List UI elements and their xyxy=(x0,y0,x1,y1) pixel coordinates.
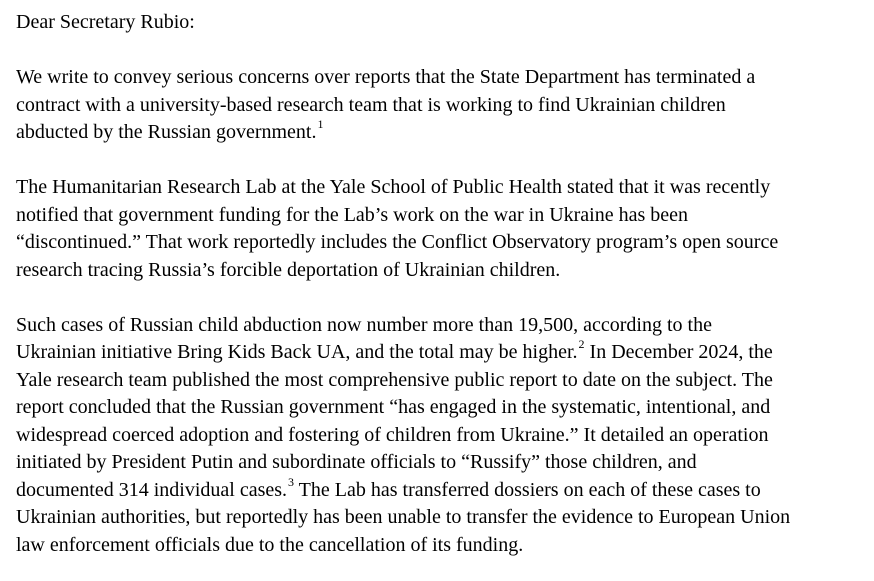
paragraph-3 xyxy=(16,312,868,560)
line-text: law enforcement officials due to the cancellation of its funding. xyxy=(16,533,524,556)
paragraph-line xyxy=(16,532,868,560)
line-text: research tracing Russia’s forcible deportation of Ukrainian children. xyxy=(16,258,561,281)
line-text: Yale research team published the most comprehensive public report to date on the subject. The xyxy=(16,368,773,391)
paragraph-line xyxy=(16,394,868,422)
paragraph-spacer xyxy=(16,37,868,65)
footnote-marker-1: 1 xyxy=(317,117,324,132)
paragraph-line xyxy=(16,312,868,340)
line-text: We write to convey serious concerns over reports that the State Department has terminated a xyxy=(16,66,756,88)
paragraph-line xyxy=(16,257,868,285)
paragraph-spacer xyxy=(16,284,868,312)
footnote-marker-2: 2 xyxy=(578,337,585,352)
footnote-marker-3: 3 xyxy=(288,474,295,489)
line-text: documented 314 individual cases. xyxy=(16,478,288,501)
paragraph-line xyxy=(16,202,868,230)
paragraph-line xyxy=(16,229,868,257)
line-text: Ukrainian authorities, but reportedly has been unable to transfer the evidence to European Union xyxy=(16,506,791,528)
paragraph-line xyxy=(16,119,868,147)
salutation: Dear Secretary Rubio: xyxy=(16,11,195,33)
line-text: initiated by President Putin and subordinate officials to “Russify” those children, and xyxy=(16,451,697,473)
paragraph-line xyxy=(16,504,868,532)
line-text: widespread coerced adoption and fostering of children from Ukraine.” It detailed an operation xyxy=(16,423,769,446)
letter-body xyxy=(16,9,868,559)
line-text: In December 2024, the xyxy=(584,341,773,363)
paragraph-line xyxy=(16,449,868,477)
paragraph-line xyxy=(16,422,868,450)
line-text: abducted by the Russian government. xyxy=(16,121,317,143)
paragraph-1 xyxy=(16,64,868,147)
paragraph-line xyxy=(16,174,868,202)
paragraph-line xyxy=(16,367,868,395)
line-text: contract with a university-based research team that is working to find Ukrainian children xyxy=(16,93,726,116)
paragraph-line xyxy=(16,92,868,120)
line-text: notified that government funding for the Lab’s work on the war in Ukraine has been xyxy=(16,203,689,226)
paragraph-spacer xyxy=(16,147,868,175)
paragraph-line xyxy=(16,474,868,505)
line-text: Ukrainian initiative Bring Kids Back UA, and the total may be higher. xyxy=(16,341,578,363)
paragraph-2 xyxy=(16,174,868,284)
line-text: Such cases of Russian child abduction now number more than 19,500, according to the xyxy=(16,313,712,336)
paragraph-line xyxy=(16,339,868,367)
line-text: The Humanitarian Research Lab at the Yale School of Public Health stated that it was recently xyxy=(16,176,771,198)
line-text: The Lab has transferred dossiers on each of these cases to xyxy=(294,478,761,501)
paragraph-line xyxy=(16,64,868,92)
line-text: “discontinued.” That work reportedly includes the Conflict Observatory program’s open source xyxy=(16,231,779,253)
line-text: report concluded that the Russian government “has engaged in the systematic, intentional, and xyxy=(16,396,771,418)
